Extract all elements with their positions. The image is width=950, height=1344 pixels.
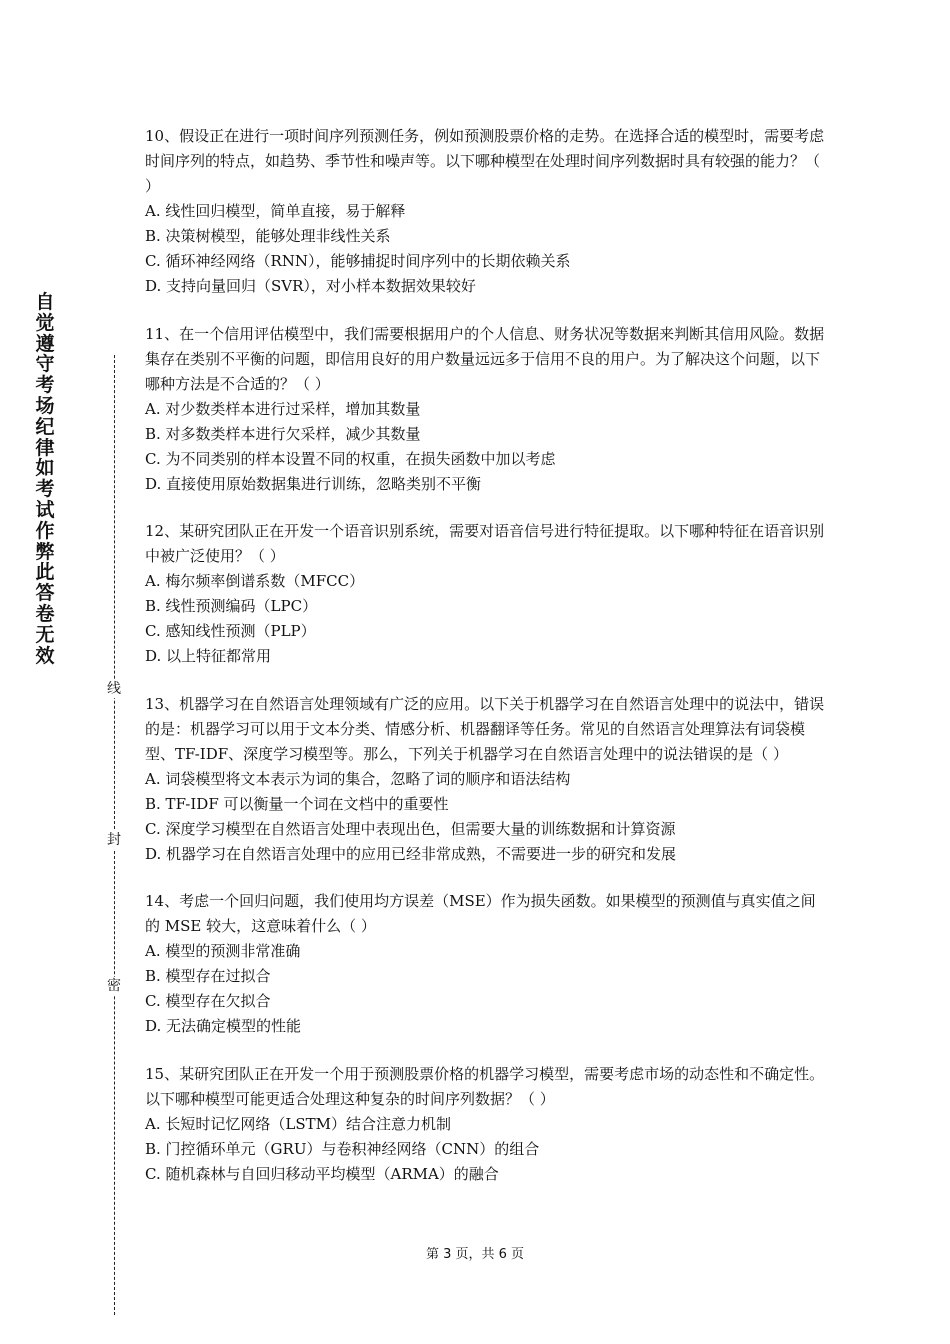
option-d: D. 直接使用原始数据集进行训练，忽略类别不平衡 xyxy=(145,474,482,493)
option-c: C. 循环神经网络（RNN），能够捕捉时间序列中的长期依赖关系 xyxy=(145,252,571,270)
warning-char: 试 xyxy=(35,498,55,521)
question-stem: 11、在一个信用评估模型中，我们需要根据用户的个人信息、财务状况等数据来判断其信用风险。数据集存在类别不平衡的问题，即信用良好的用户数量远远多于信用不良的用户。为了解决这个问题，以下哪种方法是不合适的？（ ） xyxy=(145,324,825,393)
warning-char: 自 xyxy=(35,291,55,313)
warning-char: 弊 xyxy=(35,540,55,563)
option-b: B. 线性预测编码（LPC） xyxy=(145,597,318,615)
option-b: B. TF-IDF 可以衡量一个词在文档中的重要性 xyxy=(145,794,449,813)
binding-label-xian: 线 xyxy=(107,681,121,697)
warning-char: 此 xyxy=(35,561,55,584)
option-a: A. 词袋模型将文本表示为词的集合，忽略了词的顺序和语法结构 xyxy=(145,769,571,788)
question-stem: 13、机器学习在自然语言处理领域有广泛的应用。以下关于机器学习在自然语言处理中的说法中，错误的是：机器学习可以用于文本分类、情感分析、机器翻译等任务。常见的自然语言处理算法有词袋模型、TF-IDF、深度学习模型等。那么，下列关于机器学习在自然语言处理中的说法错误的是（ ） xyxy=(145,694,825,763)
exam-discipline-warning xyxy=(32,292,58,666)
option-d: D. 以上特征都常用 xyxy=(145,647,272,665)
option-c: C. 随机森林与自回归移动平均模型（ARMA）的融合 xyxy=(145,1164,499,1183)
option-c: C. 模型存在欠拟合 xyxy=(145,992,271,1010)
warning-char: 觉 xyxy=(35,311,55,334)
page-footer: 第 3 页，共 6 页 xyxy=(425,1247,525,1262)
warning-char: 作 xyxy=(35,519,55,542)
option-c: C. 深度学习模型在自然语言处理中表现出色，但需要大量的训练数据和计算资源 xyxy=(145,819,676,838)
question-list xyxy=(145,124,825,1209)
option-c: C. 感知线性预测（PLP） xyxy=(145,622,316,640)
option-a: A. 长短时记忆网络（LSTM）结合注意力机制 xyxy=(145,1114,451,1133)
binding-label-mi: 密 xyxy=(107,978,121,994)
option-a: A. 线性回归模型，简单直接，易于解释 xyxy=(145,202,406,220)
warning-char: 无 xyxy=(35,623,55,646)
warning-char: 考 xyxy=(35,374,55,397)
option-b: B. 决策树模型，能够处理非线性关系 xyxy=(145,227,391,245)
option-b: B. 门控循环单元（GRU）与卷积神经网络（CNN）的组合 xyxy=(145,1139,540,1158)
warning-char: 卷 xyxy=(35,602,55,625)
warning-char: 效 xyxy=(35,644,55,667)
binding-label-feng: 封 xyxy=(107,832,121,848)
option-a: A. 模型的预测非常准确 xyxy=(145,942,301,960)
option-d: D. 机器学习在自然语言处理中的应用已经非常成熟，不需要进一步的研究和发展 xyxy=(145,844,677,863)
question-12 xyxy=(145,519,825,669)
warning-char: 考 xyxy=(35,478,55,501)
option-b: B. 对多数类样本进行欠采样，减少其数量 xyxy=(145,424,421,443)
warning-char: 纪 xyxy=(35,415,55,438)
warning-char: 遵 xyxy=(35,332,55,355)
option-a: A. 梅尔频率倒谱系数（MFCC） xyxy=(145,572,365,590)
question-10 xyxy=(145,124,825,299)
question-stem: 10、假设正在进行一项时间序列预测任务，例如预测股票价格的走势。在选择合适的模型时，需要考虑时间序列的特点，如趋势、季节性和噪声等。以下哪种模型在处理时间序列数据时具有较强的能力？（ ） xyxy=(145,127,825,195)
warning-char: 律 xyxy=(35,436,55,459)
question-stem: 14、考虑一个回归问题，我们使用均方误差（MSE）作为损失函数。如果模型的预测值与真实值之间的 MSE 较大，这意味着什么（ ） xyxy=(145,892,816,935)
warning-char: 守 xyxy=(35,353,55,376)
warning-char: 场 xyxy=(35,394,55,417)
warning-char: 答 xyxy=(35,582,55,605)
option-b: B. 模型存在过拟合 xyxy=(145,967,271,985)
question-11 xyxy=(145,322,825,497)
question-stem: 15、某研究团队正在开发一个用于预测股票价格的机器学习模型，需要考虑市场的动态性和不确定性。以下哪种模型可能更适合处理这种复杂的时间序列数据？（ ） xyxy=(145,1064,825,1108)
option-c: C. 为不同类别的样本设置不同的权重，在损失函数中加以考虑 xyxy=(145,449,556,468)
option-d: D. 支持向量回归（SVR），对小样本数据效果较好 xyxy=(145,277,476,295)
option-d: D. 无法确定模型的性能 xyxy=(145,1017,302,1035)
question-stem: 12、某研究团队正在开发一个语音识别系统，需要对语音信号进行特征提取。以下哪种特征在语音识别中被广泛使用？（ ） xyxy=(145,522,825,565)
warning-char: 如 xyxy=(35,457,55,480)
question-14 xyxy=(145,889,825,1039)
option-a: A. 对少数类样本进行过采样，增加其数量 xyxy=(145,399,421,418)
question-13 xyxy=(145,692,825,867)
question-15 xyxy=(145,1062,825,1187)
